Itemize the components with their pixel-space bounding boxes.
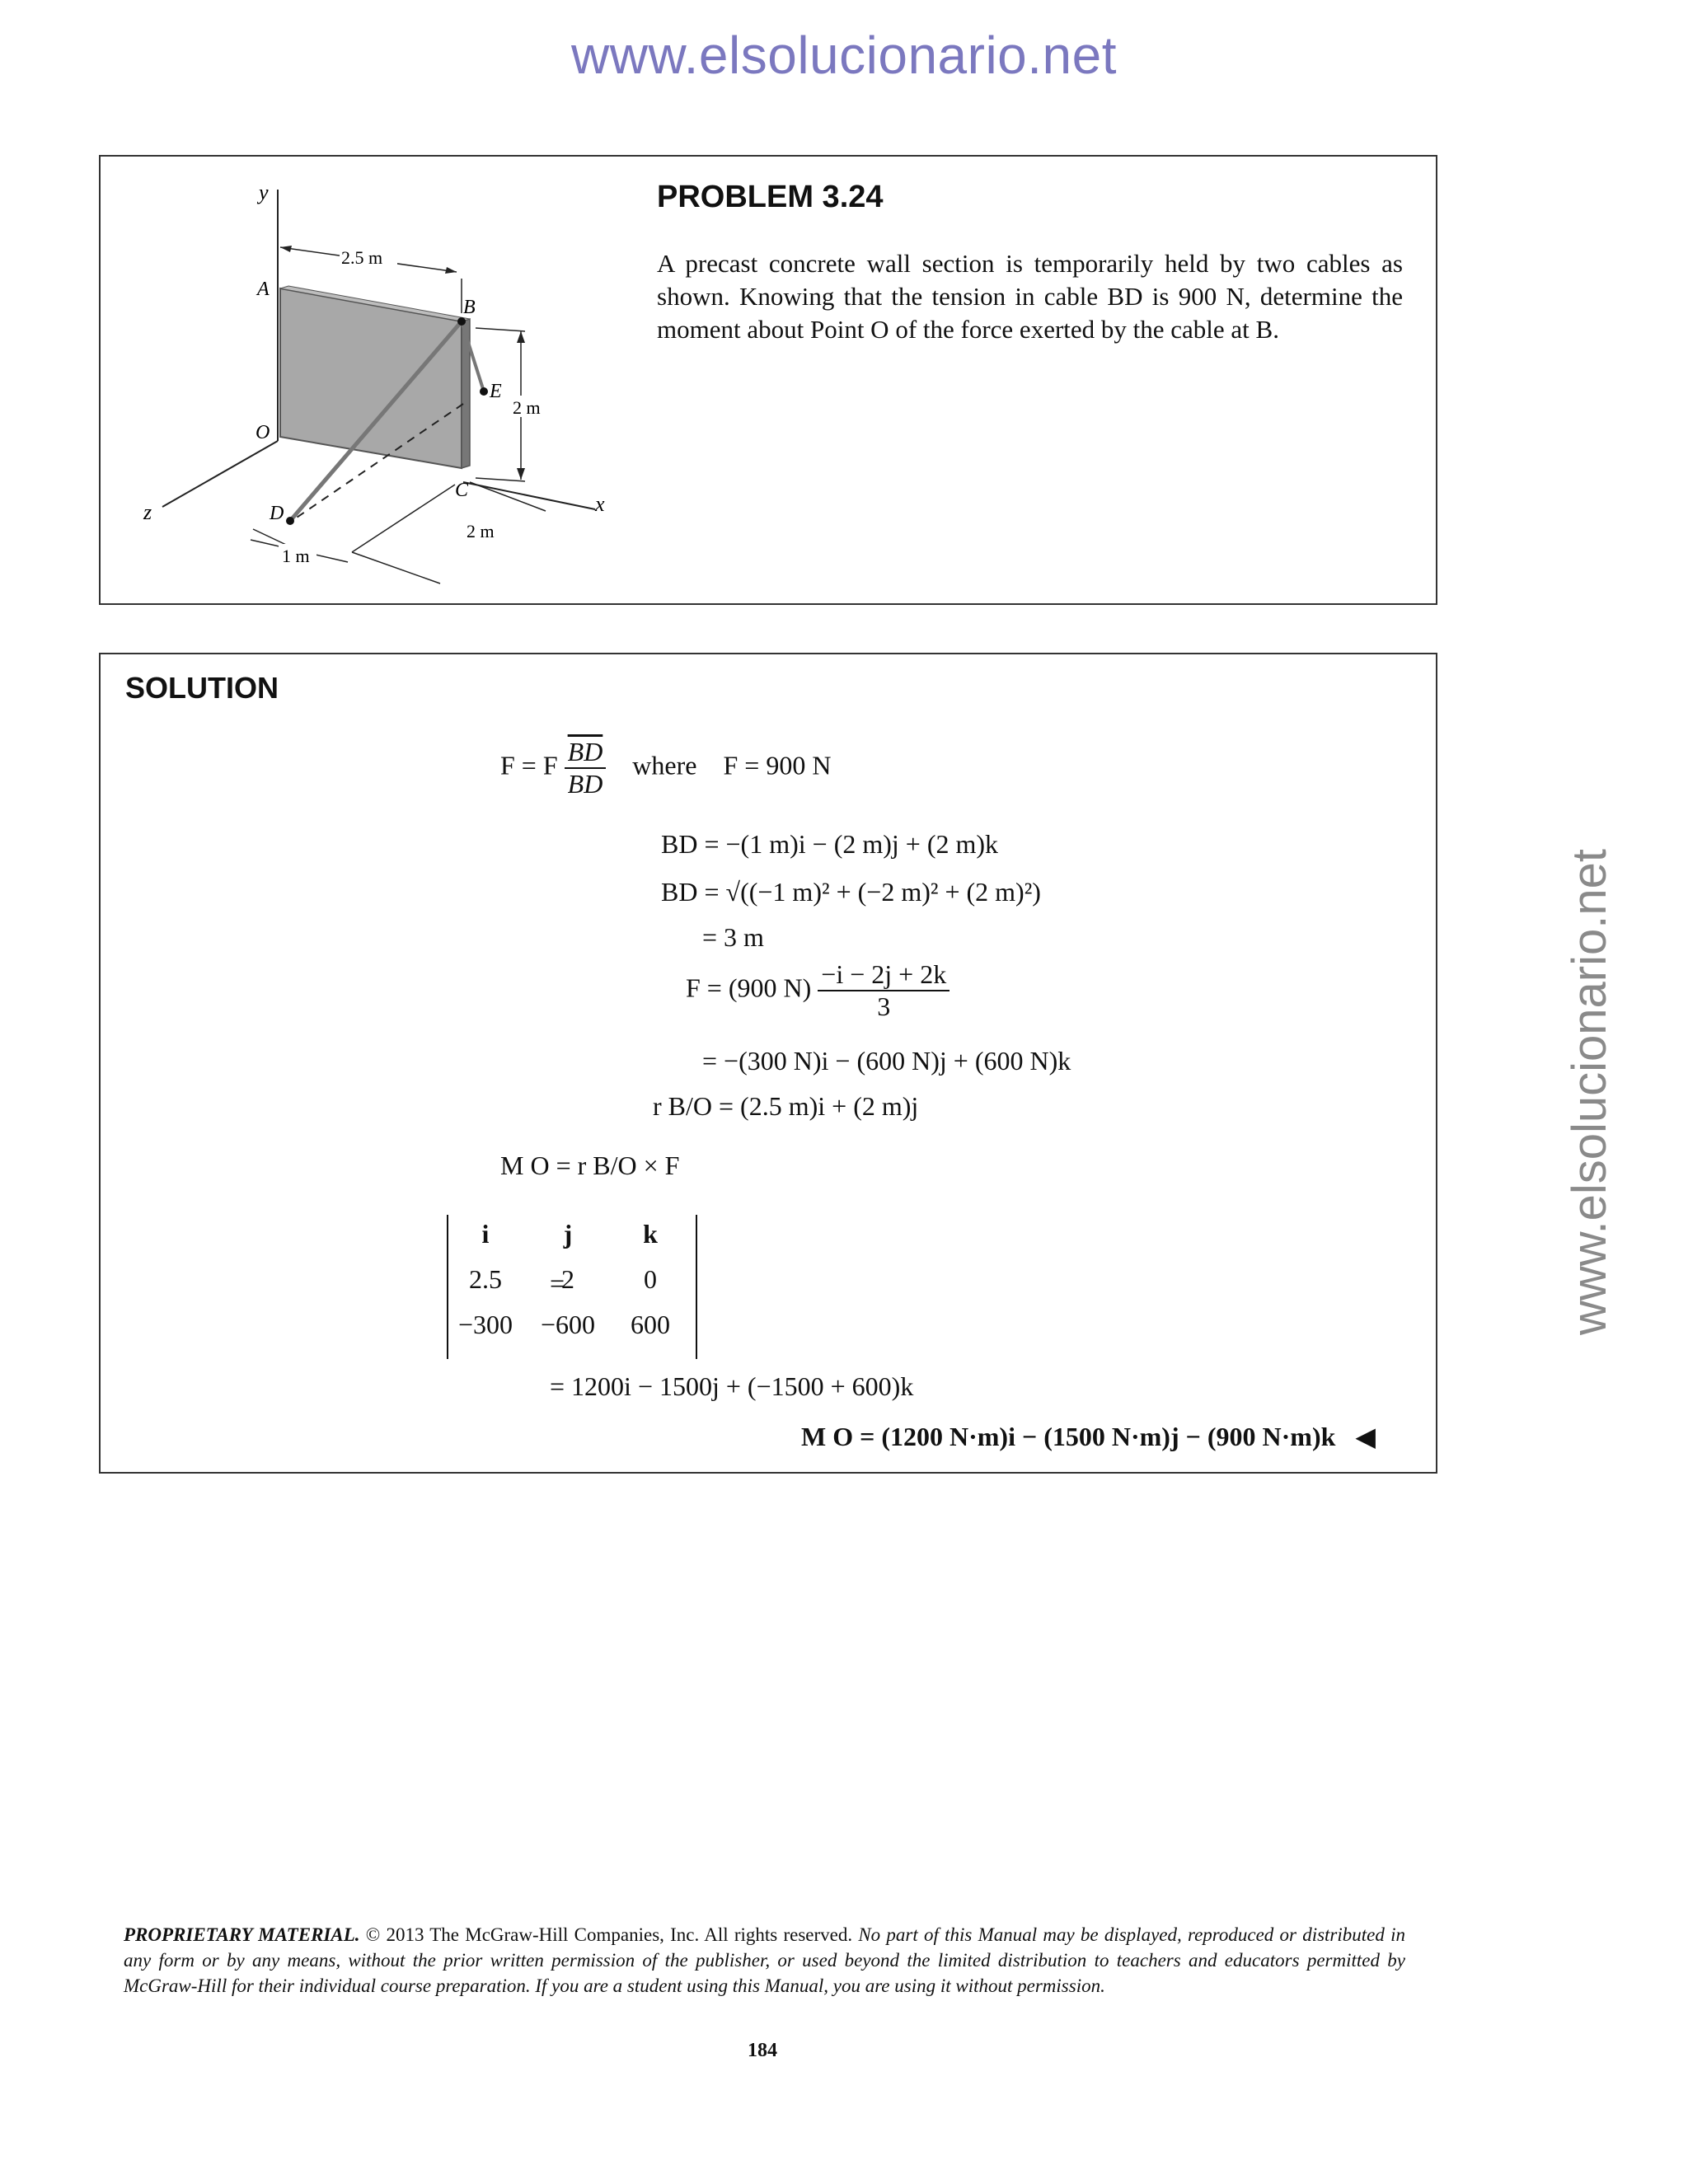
eq-F2-num: −i − 2j + 2k	[818, 959, 950, 991]
label-C: C	[455, 480, 469, 501]
eq-F-components: = −(300 N)i − (600 N)j + (600 N)k	[702, 1046, 1071, 1076]
solution-title: SOLUTION	[125, 671, 279, 705]
det-cell-k: k	[643, 1219, 658, 1249]
label-A: A	[257, 279, 270, 300]
label-O: O	[256, 422, 270, 443]
eq-F-lhs: F = F	[500, 750, 558, 780]
eq-force-definition	[500, 737, 831, 799]
eq-F-where: where	[632, 750, 697, 780]
eq-result-text: M O = (1200 N·m)i − (1500 N·m)j − (900 N·m)k	[801, 1422, 1336, 1451]
watermark-top: www.elsolucionario.net	[571, 26, 1117, 85]
dim-top-label: 2.5 m	[341, 247, 383, 268]
eq-r-BO: r B/O = (2.5 m)i + (2 m)j	[653, 1091, 919, 1121]
det-cell-r1c2: 2	[561, 1264, 574, 1294]
watermark-side: www.elsolucionario.net	[1563, 849, 1616, 1335]
eq-F-den: BD	[567, 769, 603, 799]
eq-expansion: = 1200i − 1500j + (−1500 + 600)k	[550, 1371, 914, 1401]
label-D: D	[270, 503, 284, 524]
label-x: x	[595, 492, 605, 516]
label-B: B	[463, 297, 476, 318]
dim-bottom-label: 2 m	[467, 521, 495, 541]
det-equals: =	[550, 1268, 565, 1298]
footer-notice	[124, 1922, 1405, 1999]
eq-F-value: F = 900 N	[723, 750, 832, 780]
footer-bold-lead: PROPRIETARY MATERIAL.	[124, 1924, 360, 1945]
result-marker: ◀	[1355, 1422, 1376, 1451]
det-cell-i: i	[481, 1219, 490, 1249]
dim-right-label: 2 m	[513, 397, 541, 418]
det-cell-r1c1: 2.5	[469, 1264, 502, 1294]
problem-text: A precast concrete wall section is temporarily held by two cables as shown. Knowing that the tension in cable BD is 900 N, determine the moment about Point O of the force exerted by the cable at B.	[657, 249, 1403, 344]
label-z: z	[143, 500, 152, 524]
problem-title: PROBLEM 3.24	[657, 180, 884, 214]
footer-notice-text: No part of this Manual may be displayed, reproduced or distributed in any form or by any means, without the prior written permission of the publisher, or used beyond the limited distribution to teachers and educators permitted by McGraw-Hill for their individual course preparation. If you are a student using this Manual, you are using it without permission.	[124, 1924, 1405, 1996]
eq-BD-vector: BD = −(1 m)i − (2 m)j + (2 m)k	[661, 829, 999, 859]
eq-BD-magnitude: BD = √((−1 m)² + (−2 m)² + (2 m)²)	[661, 877, 1041, 907]
det-cell-r2c3: 600	[631, 1310, 670, 1339]
footer-copyright: © 2013 The McGraw-Hill Companies, Inc. All rights reserved.	[365, 1924, 853, 1945]
det-cell-j: j	[563, 1219, 573, 1249]
eq-BD-value: = 3 m	[702, 922, 764, 952]
dim-left-label: 1 m	[282, 546, 310, 566]
solution-box	[99, 653, 1437, 1474]
det-cell-r2c1: −300	[457, 1310, 513, 1339]
eq-result	[801, 1421, 1376, 1452]
point-E	[480, 387, 488, 396]
eq-F2-den: 3	[877, 991, 891, 1021]
eq-F-unit	[686, 959, 950, 1022]
point-D	[286, 517, 294, 525]
z-axis	[162, 441, 278, 507]
det-cell-r1c3: 0	[644, 1264, 657, 1294]
determinant	[447, 1215, 697, 1359]
det-cell-r2c2: −600	[540, 1310, 596, 1339]
label-y: y	[259, 180, 269, 204]
page-number: 184	[748, 2040, 777, 2061]
problem-figure	[101, 157, 628, 602]
point-B	[457, 317, 466, 326]
eq-MO-definition: M O = r B/O × F	[500, 1151, 680, 1180]
eq-F-num: $\overline{BD}$	[565, 737, 607, 769]
label-E: E	[490, 381, 502, 402]
problem-box	[99, 155, 1437, 605]
eq-F2-lhs: F = (900 N)	[686, 972, 812, 1003]
